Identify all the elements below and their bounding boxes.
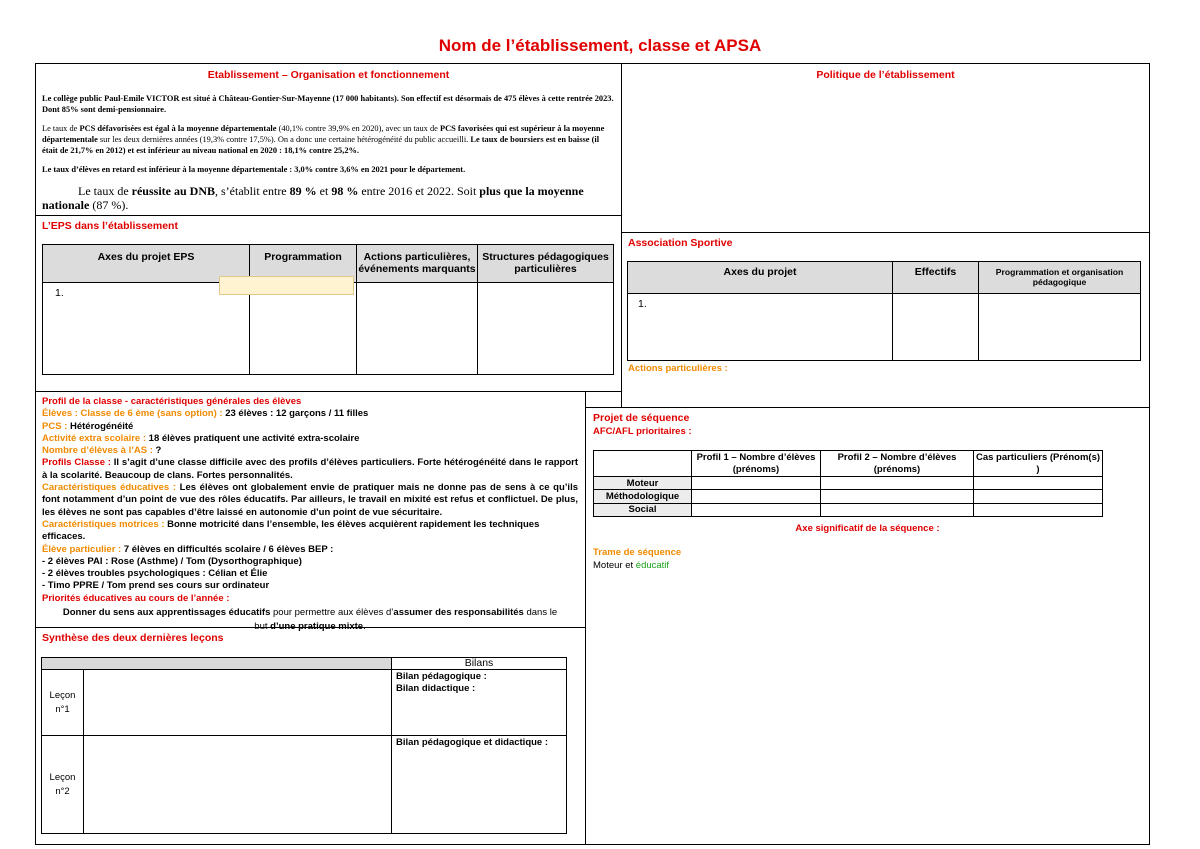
etab-p4-b: réussite au DNB	[131, 183, 215, 198]
sequence-cell[interactable]	[821, 490, 974, 503]
etab-p4-h: plus que la moyenne nationale	[42, 183, 584, 213]
profil-classe	[42, 457, 578, 482]
sequence-cell[interactable]	[821, 503, 974, 516]
profil-title: Profil de la classe - caractéristiques générales des élèves	[42, 396, 302, 407]
profil-prio-label: Priorités éducatives au cours de l’année :	[42, 592, 230, 604]
profil-section	[42, 396, 578, 634]
eps-cell-programmation[interactable]	[250, 283, 357, 375]
bilan-pedagogique-didactique-label: Bilan pédagogique et didactique :	[396, 737, 549, 748]
sequence-cell[interactable]	[692, 503, 821, 516]
sequence-title: Projet de séquence	[593, 412, 690, 424]
profil-prio-b: pour permettre aux élèves d’	[270, 607, 394, 619]
sequence-row-moteur: Moteur	[594, 477, 692, 490]
synthese-lecon-2-bilan[interactable]	[392, 736, 567, 834]
sequence-axe: Axe significatif de la séquence :	[795, 523, 940, 534]
etab-p2-c: (40,1% contre 39,9% en 2020), avec un taux de	[276, 123, 440, 133]
profil-pcs-label: PCS :	[42, 420, 68, 432]
frame-bottom	[35, 844, 1150, 845]
profil-line-ppre: - Timo PPRE / Tom prend ses cours sur ordinateur	[42, 580, 270, 592]
eps-title: L’EPS dans l’établissement	[42, 220, 178, 232]
profil-extra-label: Activité extra scolaire :	[42, 432, 147, 444]
profil-eleves-label: Élèves : Classe de 6 ème (sans option) :	[42, 408, 223, 420]
sequence-cell[interactable]	[974, 490, 1103, 503]
synthese-header-bilans: Bilans	[392, 658, 567, 670]
synthese-lecon-2: Leçon n°2	[42, 736, 84, 834]
sequence-trame-title: Trame de séquence	[593, 547, 682, 558]
politique-title: Politique de l’établissement	[816, 69, 955, 81]
page-title: Nom de l’établissement, classe et APSA	[438, 36, 762, 55]
as-cell-programmation[interactable]	[979, 294, 1141, 361]
profil-line-psy: - 2 élèves troubles psychologiques : Célian et Élie	[42, 568, 268, 580]
frame-left	[35, 63, 36, 845]
as-header-axes: Axes du projet	[628, 262, 893, 294]
sequence-cell[interactable]	[821, 477, 974, 490]
sequence-row-social: Social	[594, 503, 692, 516]
divider-top-middle	[621, 63, 622, 408]
profil-as-value: ?	[152, 445, 162, 457]
etab-para-4	[42, 184, 614, 213]
profil-prio-f: .	[363, 621, 366, 633]
synthese-header-blank	[42, 658, 392, 670]
etab-para-3: Le taux d’élèves en retard est inférieur à la moyenne départementale : 3,0% contre 3,6% en 2021 pour le département.	[42, 165, 466, 175]
profil-part	[42, 544, 578, 556]
profil-pcs	[42, 421, 578, 433]
sequence-cell[interactable]	[692, 477, 821, 490]
divider-bottom-middle	[585, 391, 586, 845]
etab-p4-f: 98 %	[331, 183, 359, 198]
as-title: Association Sportive	[628, 237, 733, 249]
profil-prio-e: d’une pratique mixte	[270, 621, 364, 633]
sequence-afc: AFC/AFL prioritaires :	[593, 426, 692, 437]
divider-etab-eps	[35, 215, 622, 216]
etab-p2-f: Le taux de boursiers est en baisse (il était de 21,7% en 2012) et est inférieur au niveau national en 2020 : 18,1% contre 25,2%.	[42, 134, 600, 156]
as-header-programmation: Programmation et organisation pédagogique	[979, 262, 1141, 294]
etab-p2-e: sur les deux dernières années (19,3% contre 17,5%). On a donc une certaine hétérogénéité du public accueilli.	[97, 134, 471, 144]
synthese-table	[41, 657, 567, 834]
profil-part-value: 7 élèves en difficultés scolaire / 6 élèves BEP :	[121, 543, 334, 555]
etab-title: Etablissement – Organisation et fonctionnement	[207, 69, 450, 81]
as-list-item: 1.	[638, 298, 647, 310]
synthese-lecon-1-content[interactable]	[84, 670, 392, 736]
as-actions-label: Actions particulières :	[628, 363, 728, 374]
sequence-cell[interactable]	[974, 503, 1103, 516]
profil-line-pai: - 2 élèves PAI : Rose (Asthme) / Tom (Dysorthographique)	[42, 555, 302, 567]
divider-eps-profil	[35, 391, 622, 392]
sequence-cell[interactable]	[692, 490, 821, 503]
sequence-cell[interactable]	[974, 477, 1103, 490]
profil-classe-label: Profils Classe :	[42, 457, 111, 469]
etab-text	[42, 93, 614, 213]
profil-pcs-value: Hétérogénéité	[67, 420, 134, 432]
as-cell-axes[interactable]	[628, 294, 893, 361]
etab-p4-i: (87 %).	[89, 198, 129, 213]
sequence-header-profil1: Profil 1 – Nombre d’élèves (prénoms)	[692, 451, 821, 477]
eps-cell-axes[interactable]	[43, 283, 250, 375]
etab-p4-g: entre 2016 et 2022. Soit	[358, 183, 480, 198]
sequence-header-cas: Cas particuliers (Prénom(s) )	[974, 451, 1103, 477]
trame-et: et	[622, 560, 636, 571]
as-table	[627, 261, 1141, 361]
profil-educ-label: Caractéristiques éducatives :	[42, 482, 177, 494]
etab-p4-d: 89 %	[289, 183, 317, 198]
profil-prio-a: Donner du sens aux apprentissages éducatifs	[62, 607, 271, 619]
etab-p2-a: Le taux de	[42, 123, 80, 133]
eps-header-structures: Structures pédagogiques particulières	[478, 245, 614, 283]
sequence-trame-text	[593, 560, 669, 571]
synthese-lecon-1-bilan[interactable]	[392, 670, 567, 736]
as-header-effectifs: Effectifs	[893, 262, 979, 294]
as-cell-effectifs[interactable]	[893, 294, 979, 361]
sequence-table	[593, 450, 1103, 517]
profil-extra	[42, 433, 578, 445]
profil-prio-text	[42, 606, 578, 634]
bilan-pedagogique-label: Bilan pédagogique :	[396, 671, 487, 682]
etab-para-1: Le collège public Paul-Emile VICTOR est situé à Château-Gontier-Sur-Mayenne (17 000 habitants). Son effectif est désormais de 475 élèves à cette rentrée 2023. Dont 85% sont demi-pensionnaire.	[42, 94, 614, 115]
etab-p2-b: PCS défavorisées est égal à la moyenne départementale	[79, 123, 277, 133]
synthese-title: Synthèse des deux dernières leçons	[42, 632, 224, 644]
etab-p4-c: , s’établit entre	[215, 183, 290, 198]
profil-prio-d: dans le but	[254, 607, 558, 633]
sequence-header-empty	[594, 451, 692, 477]
profil-eleves	[42, 408, 578, 420]
profil-as-label: Nombre d’élèves à l’AS :	[42, 445, 153, 457]
eps-header-actions: Actions particulières, événements marquants	[357, 245, 478, 283]
profil-motr-value: Bonne motricité dans l’ensemble, les élèves acquièrent rapidement les techniques efficaces.	[42, 518, 540, 543]
etab-p4-e: et	[316, 183, 332, 198]
divider-politique-as	[621, 232, 1150, 233]
profil-as	[42, 445, 578, 457]
eps-header-programmation: Programmation	[250, 245, 357, 283]
eps-cell-structures[interactable]	[478, 283, 614, 375]
eps-table	[42, 244, 614, 375]
highlight-input-box[interactable]	[219, 276, 354, 295]
profil-motr	[42, 519, 578, 544]
profil-classe-value: Il s’agit d’une classe difficile avec des profils d’élèves particuliers. Forte hétérogénéité dans le rapport à la scolarité. Beaucoup de clans. Fortes personnalités.	[42, 457, 578, 481]
sequence-row-methodologique: Méthodologique	[594, 490, 692, 503]
divider-as-sequence	[585, 407, 1150, 408]
synthese-lecon-2-content[interactable]	[84, 736, 392, 834]
etab-p4-a: Le taux de	[78, 183, 132, 198]
eps-header-axes: Axes du projet EPS	[43, 245, 250, 283]
profil-educ-value: Les élèves ont globalement envie de pratiquer mais ne donne pas de sens à ce qu’ils font notamment d’un point de vue des rôles éducatifs. Par ailleurs, le travail en mixité est refus et conflictuel. De plus, les élèves ne sont pas capables d’être laissé en autonomie d’un point de vue sécuritaire.	[42, 482, 578, 518]
trame-educatif: éducatif	[635, 560, 670, 571]
synthese-lecon-1: Leçon n°1	[42, 670, 84, 736]
profil-motr-label: Caractéristiques motrices :	[42, 518, 165, 530]
etab-p2-d: PCS favorisées qui est supérieur à la moyenne départementale	[42, 123, 605, 144]
etab-para-2	[42, 123, 614, 157]
profil-prio-c: assumer des responsabilités	[393, 607, 524, 619]
bilan-didactique-label: Bilan didactique :	[396, 683, 476, 694]
sequence-header-profil2: Profil 2 – Nombre d’élèves (prénoms)	[821, 451, 974, 477]
frame-top	[35, 63, 1150, 64]
eps-list-item: 1.	[55, 287, 64, 299]
profil-eleves-value: 23 élèves : 12 garçons / 11 filles	[222, 408, 369, 420]
trame-moteur: Moteur	[593, 560, 623, 571]
eps-cell-actions[interactable]	[357, 283, 478, 375]
profil-extra-value: 18 élèves pratiquent une activité extra-scolaire	[146, 432, 360, 444]
frame-right	[1149, 63, 1150, 845]
profil-educ	[42, 482, 578, 519]
profil-part-label: Élève particulier :	[42, 543, 122, 555]
